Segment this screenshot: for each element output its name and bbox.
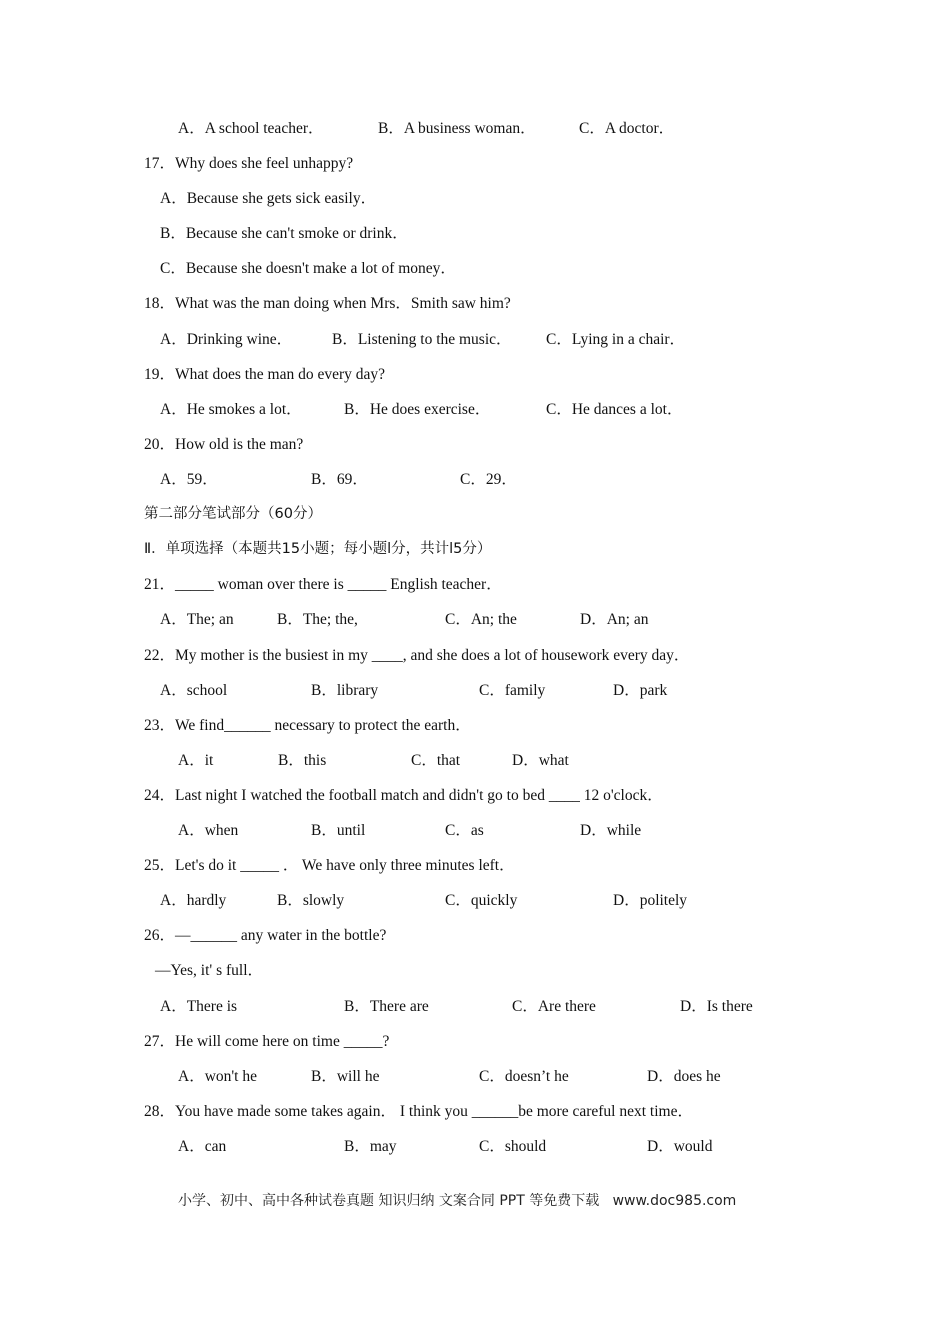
q18-option-a: A．Drinking wine． [160, 331, 293, 348]
part2-heading: 第二部分笔试部分（60分） [144, 506, 322, 522]
q28-option-a: A．can [178, 1138, 227, 1155]
q20-option-c: C．29． [460, 471, 517, 488]
q23-option-d: D．what [512, 752, 569, 769]
q19-option-c: C．He dances a lot． [546, 401, 683, 418]
q22-option-a: A．school [160, 682, 228, 699]
q26-option-c: C．Are there [512, 998, 596, 1015]
q23-option-b: B．this [278, 752, 327, 769]
q19-option-b: B．He does exercise． [344, 401, 491, 418]
q24-option-c: C．as [445, 822, 484, 839]
q24-stem: 24．Last night I watched the football match and didn't go to bed ____ 12 o'clock． [144, 787, 663, 804]
q16-option-c: C．A doctor． [579, 120, 675, 137]
q17-stem: 17．Why does she feel unhappy? [144, 155, 354, 172]
q18-option-c: C．Lying in a chair． [546, 331, 686, 348]
q16-option-b: B．A business woman． [378, 120, 536, 137]
q17-option-a: A．Because she gets sick easily． [160, 190, 377, 207]
q24-option-b: B．until [311, 822, 366, 839]
q22-option-c: C．family [479, 682, 546, 699]
q19-stem: 19．What does the man do every day? [144, 366, 386, 383]
q24-option-d: D．while [580, 822, 642, 839]
q27-option-a: A．won't he [178, 1068, 257, 1085]
q20-stem: 20．How old is the man? [144, 436, 304, 453]
q20-option-b: B．69． [311, 471, 368, 488]
q28-option-c: C．should [479, 1138, 547, 1155]
q26-option-d: D．Is there [680, 998, 753, 1015]
q21-option-c: C．An; the [445, 611, 517, 628]
q26-stem: 26．—______ any water in the bottle? [144, 927, 387, 944]
q17-option-c: C．Because she doesn't make a lot of money． [160, 260, 456, 277]
q27-stem: 27．He will come here on time _____? [144, 1033, 390, 1050]
q28-stem: 28．You have made some takes again． I think you ______be more careful next time． [144, 1103, 693, 1120]
q26-option-a: A．There is [160, 998, 238, 1015]
q28-option-d: D．would [647, 1138, 713, 1155]
q23-option-c: C．that [411, 752, 461, 769]
q24-option-a: A．when [178, 822, 239, 839]
q20-option-a: A．59． [160, 471, 218, 488]
q23-option-a: A．it [178, 752, 214, 769]
q27-option-d: D．does he [647, 1068, 721, 1085]
q18-option-b: B．Listening to the music． [332, 331, 512, 348]
q21-option-b: B．The; the, [277, 611, 358, 628]
q27-option-c: C．doesn’t he [479, 1068, 569, 1085]
q26-reply: —Yes, it' s full． [155, 962, 264, 979]
q26-option-b: B．There are [344, 998, 429, 1015]
section2-heading: Ⅱ．单项选择（本题共15小题；每小题l分，共计l5分） [144, 541, 492, 557]
q25-option-c: C．quickly [445, 892, 518, 909]
q18-stem: 18．What was the man doing when Mrs．Smith saw him? [144, 295, 511, 312]
q21-option-a: A．The; an [160, 611, 234, 628]
q19-option-a: A．He smokes a lot． [160, 401, 302, 418]
q25-option-b: B．slowly [277, 892, 345, 909]
q22-option-d: D．park [613, 682, 668, 699]
q25-stem: 25．Let's do it _____ ． We have only three minutes left． [144, 857, 515, 874]
q25-option-a: A．hardly [160, 892, 227, 909]
q25-option-d: D．politely [613, 892, 688, 909]
q27-option-b: B．will he [311, 1068, 380, 1085]
page-footer: 小学、初中、高中各种试卷真题 知识归纳 文案合同 PPT 等免费下载 www.doc985.com [178, 1193, 737, 1209]
q21-option-d: D．An; an [580, 611, 649, 628]
q22-stem: 22．My mother is the busiest in my ____, and she does a lot of housework every day． [144, 647, 690, 664]
q23-stem: 23．We find______ necessary to protect the earth． [144, 717, 471, 734]
q17-option-b: B．Because she can't smoke or drink． [160, 225, 408, 242]
q28-option-b: B．may [344, 1138, 397, 1155]
q22-option-b: B．library [311, 682, 379, 699]
q21-stem: 21．_____ woman over there is _____ English teacher． [144, 576, 502, 593]
q16-option-a: A．A school teacher． [178, 120, 324, 137]
